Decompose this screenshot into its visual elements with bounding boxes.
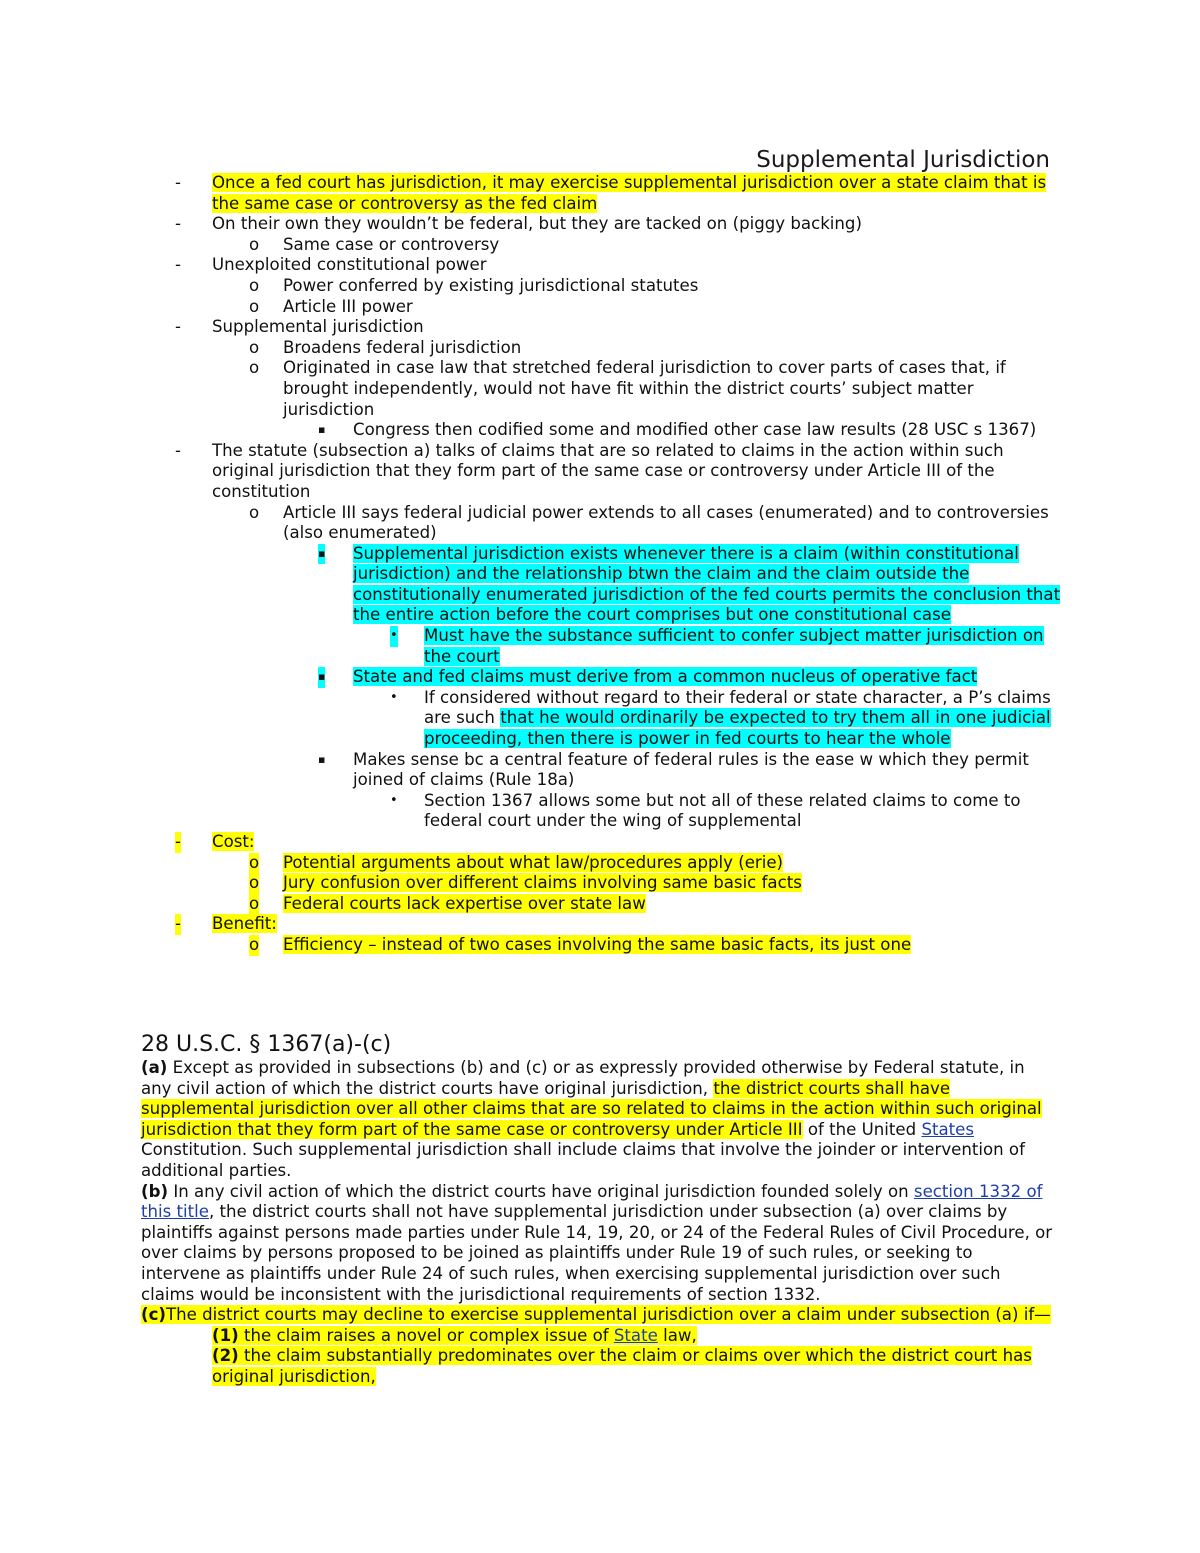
- list-item: [175, 914, 1070, 935]
- circle-marker: o: [249, 296, 260, 316]
- item-text: Federal courts lack expertise over state law: [283, 893, 646, 913]
- statute-highlight: the claim raises a novel or complex issue of: [238, 1325, 614, 1345]
- list-item: [175, 832, 1070, 853]
- list-item: [175, 338, 1070, 359]
- statute-text-span: of the United: [802, 1119, 922, 1139]
- item-text: Same case or controversy: [283, 234, 500, 254]
- list-item: [175, 544, 1070, 626]
- subsection-b: [141, 1182, 1056, 1306]
- dash-marker: -: [175, 214, 181, 234]
- item-text: Article III power: [283, 296, 413, 316]
- circle-marker: o: [249, 337, 260, 357]
- state-link[interactable]: State: [613, 1325, 658, 1345]
- list-item: [175, 214, 1070, 235]
- item-text: Makes sense bc a central feature of federal rules is the ease w which they permit joined of claims (Rule 18a): [353, 749, 1029, 790]
- list-item: [175, 667, 1070, 688]
- square-marker: ▪: [318, 667, 325, 688]
- states-link[interactable]: States: [921, 1119, 975, 1139]
- list-item: [175, 873, 1070, 894]
- dot-marker: •: [390, 792, 398, 808]
- dash-marker: -: [175, 832, 181, 851]
- subsection-c: [141, 1305, 1056, 1326]
- list-item: [175, 894, 1070, 915]
- dot-marker: •: [390, 626, 398, 647]
- item-text: Article III says federal judicial power extends to all cases (enumerated) and to controversies (also enumerated): [283, 502, 1049, 543]
- dash-marker: -: [175, 317, 181, 337]
- item-text: Supplemental jurisdiction: [212, 317, 424, 337]
- clause-c1: [141, 1326, 1056, 1347]
- list-item: [175, 441, 1070, 503]
- item-text: Efficiency – instead of two cases involving the same basic facts, its just one: [283, 934, 912, 954]
- outline-list: [175, 173, 1070, 956]
- subsection-label: (a): [141, 1058, 168, 1077]
- list-item: [175, 626, 1070, 667]
- item-text: The statute (subsection a) talks of claims that are so related to claims in the action within such original jurisdiction that they form part of the same case or controversy under Article III of the constitution: [212, 440, 1004, 501]
- circle-marker: o: [249, 893, 260, 913]
- list-item: [175, 503, 1070, 544]
- item-text: Must have the substance sufficient to confer subject matter jurisdiction on the court: [424, 626, 1044, 666]
- circle-marker: o: [249, 502, 260, 522]
- section-1332-link[interactable]: section 1332 of this title: [141, 1181, 1043, 1222]
- item-text: Unexploited constitutional power: [212, 255, 487, 275]
- dot-marker: •: [390, 689, 398, 705]
- list-item: [175, 276, 1070, 297]
- statute-highlight: the district courts shall have supplemental jurisdiction over all other claims that are so related to claims in the action within such original jurisdiction that they form part of the same case or controversy under Article III: [141, 1078, 1042, 1139]
- circle-marker: o: [249, 234, 260, 254]
- item-text: Originated in case law that stretched federal jurisdiction to cover parts of cases that, if brought independently, would not have fit within the district courts’ subject matter jurisdiction: [283, 358, 1006, 419]
- list-item: [175, 297, 1070, 318]
- dash-marker: -: [175, 914, 181, 934]
- statute-text-span: Except as provided in subsections (b) and (c) or as expressly provided otherwise by Federal statute, in any civil action of which the district courts have original jurisdiction,: [141, 1058, 1025, 1098]
- item-text: Broadens federal jurisdiction: [283, 337, 522, 357]
- clause-label: (1): [212, 1325, 239, 1345]
- item-text: If considered without regard to their federal or state character, a P’s claims are such: [424, 687, 1051, 728]
- dash-marker: -: [175, 255, 181, 275]
- statute-text: [141, 1058, 1056, 1388]
- list-item: [175, 750, 1070, 791]
- list-item: [175, 235, 1070, 256]
- dash-marker: -: [175, 173, 181, 192]
- clause-c2: [141, 1346, 1056, 1387]
- item-text: Jury confusion over different claims involving same basic facts: [283, 873, 802, 893]
- item-text: Section 1367 allows some but not all of these related claims to come to federal court under the wing of supplemental: [424, 790, 1021, 831]
- circle-marker: o: [249, 358, 260, 378]
- list-item: [175, 688, 1070, 750]
- subsection-label: (c): [141, 1305, 167, 1325]
- item-text: On their own they wouldn’t be federal, but they are tacked on (piggy backing): [212, 214, 862, 234]
- item-text: State and fed claims must derive from a common nucleus of operative fact: [353, 667, 978, 687]
- statute-heading: 28 U.S.C. § 1367(a)-(c): [141, 1032, 392, 1057]
- square-marker: ▪: [318, 423, 326, 437]
- item-text: Congress then codified some and modified other case law results (28 USC s 1367): [353, 420, 1037, 440]
- statute-highlight: the claim substantially predominates over the claim or claims over which the district court has original jurisdiction,: [212, 1346, 1032, 1386]
- list-item: [175, 173, 1070, 214]
- square-marker: ▪: [318, 544, 325, 565]
- item-text: Benefit:: [212, 914, 277, 934]
- statute-highlight: law,: [657, 1325, 697, 1345]
- list-item: [175, 420, 1070, 441]
- item-text: Supplemental jurisdiction exists whenever there is a claim (within constitutional jurisdiction) and the relationship btwn the claim and the claim outside the constitutionally enumerated jurisdiction of the fed courts permits the conclusion that the entire action before the court comprises but one constitutional case: [353, 543, 1061, 625]
- statute-highlight: The district courts may decline to exercise supplemental jurisdiction over a claim under subsection (a) if—: [166, 1305, 1051, 1325]
- statute-text-span: Constitution. Such supplemental jurisdiction shall include claims that involve the joinder or intervention of additional parties.: [141, 1140, 1025, 1180]
- subsection-a: [141, 1058, 1056, 1182]
- list-item: [175, 853, 1070, 874]
- circle-marker: o: [249, 275, 260, 295]
- list-item: [175, 935, 1070, 956]
- list-item: [175, 358, 1070, 420]
- list-item: [175, 317, 1070, 338]
- item-text-highlight: that he would ordinarily be expected to try them all in one judicial proceeding, then there is power in fed courts to hear the whole: [424, 708, 1051, 749]
- circle-marker: o: [249, 934, 260, 954]
- item-text: Once a fed court has jurisdiction, it may exercise supplemental jurisdiction over a state claim that is the same case or controversy as the fed claim: [212, 173, 1047, 213]
- item-text: Cost:: [212, 832, 255, 851]
- list-item: [175, 255, 1070, 276]
- circle-marker: o: [249, 852, 260, 872]
- page-title: Supplemental Jurisdiction: [756, 147, 1050, 173]
- item-text: Power conferred by existing jurisdictional statutes: [283, 275, 699, 295]
- square-marker: ▪: [318, 752, 326, 766]
- statute-text-span: , the district courts shall not have supplemental jurisdiction under subsection (a) over claims by plaintiffs against persons made parties under Rule 14, 19, 20, or 24 of the Federal Rules of Civil Procedure, or over claims by persons proposed to be joined as plaintiffs under Rule 19 of such rules, or seeking to intervene as plaintiffs under Rule 24 of such rules, when exercising supplemental jurisdiction over such claims would be inconsistent with the jurisdictional requirements of section 1332.: [141, 1202, 1053, 1304]
- statute-text-span: In any civil action of which the district courts have original jurisdiction founded solely on: [168, 1181, 914, 1201]
- subsection-label: (b): [141, 1181, 169, 1201]
- clause-label: (2): [212, 1346, 239, 1366]
- dash-marker: -: [175, 440, 181, 460]
- circle-marker: o: [249, 873, 260, 893]
- list-item: [175, 791, 1070, 832]
- item-text: Potential arguments about what law/procedures apply (erie): [283, 852, 784, 872]
